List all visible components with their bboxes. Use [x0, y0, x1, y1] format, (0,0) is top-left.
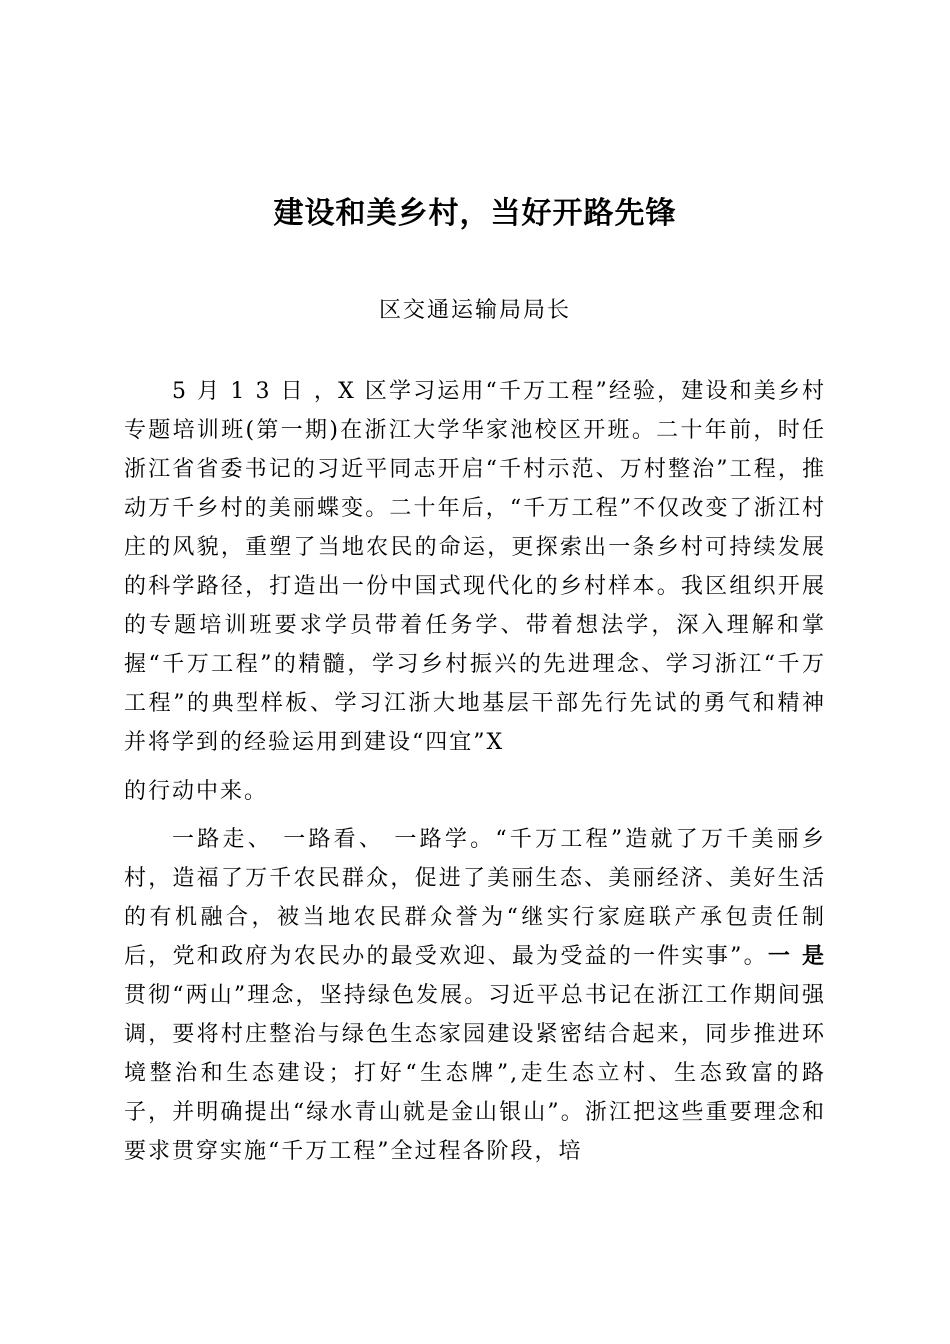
document-author: 区交通运输局局长 — [378, 298, 571, 323]
paragraph-2-bold-lead: 一 是 — [767, 944, 826, 969]
document-title: 建设和美乡村，当好开路先锋 — [273, 196, 677, 231]
paragraph-1 — [124, 372, 826, 811]
paragraph-2-continuation: 贯彻“两山”理念，坚持绿色发展。习近平总书记在浙江工作期间强调，要将村庄整治与绿色生态家园建设紧密结合起来，同步推进环境整治和生态建设；打好“生态牌”,走生态立村、生态致富的路子，并明确提出“绿水青山就是金山银山”。浙江把这些重要理念和要求贯穿实施“千万工程”全过程各阶段，培 — [124, 983, 826, 1164]
paragraph-1-tail: 的行动中来。 — [124, 779, 269, 804]
paragraph-2 — [124, 820, 826, 1171]
paragraph-1-text: 5 月 1 3 日 ，X 区学习运用“千万工程”经验，建设和美乡村专题培训班(第一期)在浙江大学华家池校区开班。二十年前，时任浙江省省委书记的习近平同志开启“千村示范、万村整治”工程，推动万千乡村的美丽蝶变。二十年后，“千万工程”不仅改变了浙江村庄的风貌，重塑了当地农民的命运，更探索出一条乡村可持续发展的科学路径，打造出一份中国式现代化的乡村样本。我区组织开展的专题培训班要求学员带着任务学、带着想法学，深入理解和掌握“千万工程”的精髓，学习乡村振兴的先进理念、学习浙江“千万工程”的典型样板、学习江浙大地基层干部先行先试的勇气和精神并将学到的经验运用到建设“四宜”X — [124, 379, 826, 755]
paragraph-2-text: 一路走、 一路看、 一路学。“千万工程”造就了万千美丽乡村，造福了万千农民群众，促进了美丽生态、美丽经济、美好生活的有机融合，被当地农民群众誉为“继实行家庭联产承包责任制后，党和政府为农民办的最受欢迎、最为受益的一件实事”。 — [124, 827, 826, 969]
